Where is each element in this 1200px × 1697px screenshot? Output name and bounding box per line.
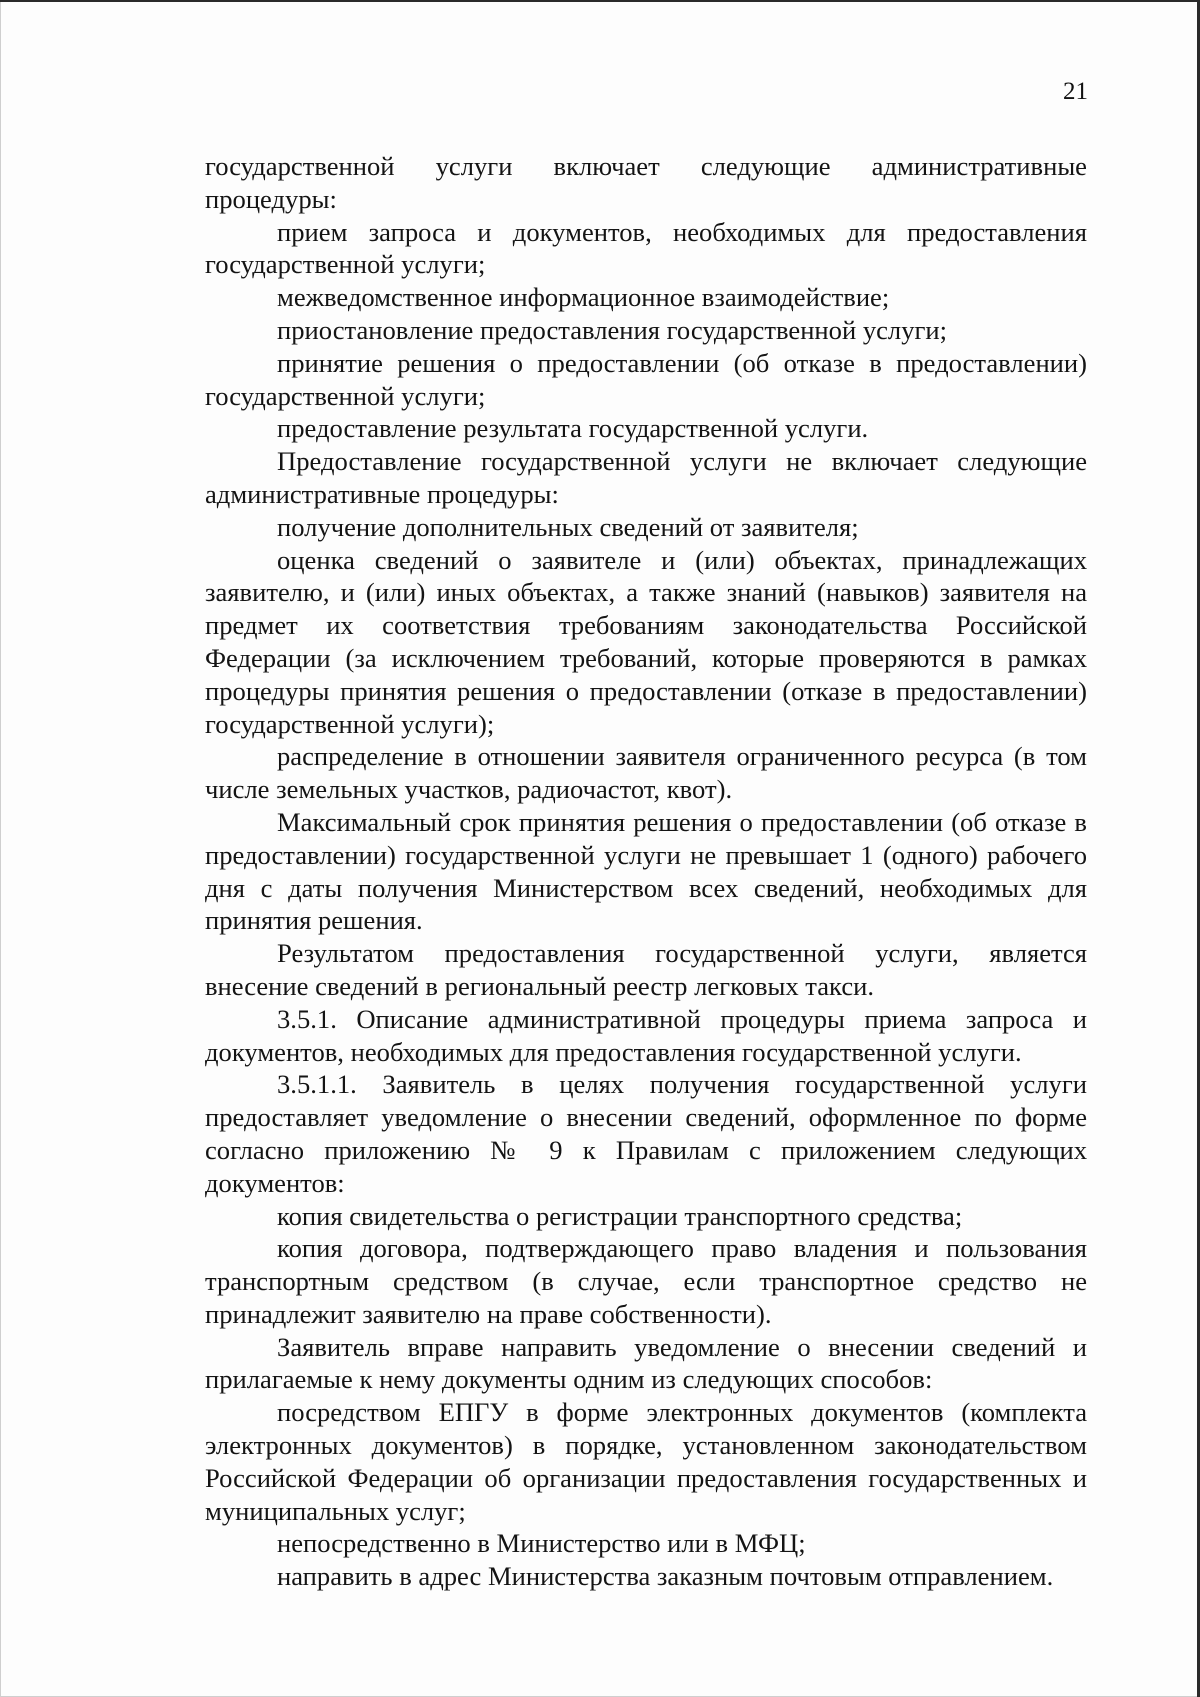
paragraph-9: оценка сведений о заявителе и (или) объектах, принадлежащих заявителю, и (или) иных объектах, а также знаний (навыков) заявителя на предмет их соответствия требованиям законодательства Российской Федерации (за исключением требований, которые проверяются в рамках процедуры принятия решения о предоставлении (отказе в предоставлении) государственной услуги);: [205, 544, 1087, 739]
paragraph-14: 3.5.1.1. Заявитель в целях получения государственной услуги предоставляет уведомление о внесении сведений, оформленное по форме согласно приложению № 9 к Правилам с приложением следующих документов:: [205, 1069, 1087, 1198]
scan-edge-top: [0, 0, 1200, 2]
paragraph-3: межведомственное информационное взаимодействие;: [277, 282, 890, 313]
paragraph-7: Предоставление государственной услуги не включает следующие административные процедуры:: [205, 446, 1087, 509]
paragraph-19: непосредственно в Министерство или в МФЦ;: [277, 1528, 806, 1559]
document-body: [205, 150, 1087, 1593]
paragraph-1: государственной услуги включает следующие административные процедуры:: [205, 151, 1087, 214]
paragraph-13: 3.5.1. Описание административной процедуры приема запроса и документов, необходимых для предоставления государственной услуги.: [205, 1003, 1087, 1067]
paragraph-12: Результатом предоставления государственной услуги, является внесение сведений в региональный реестр легковых такси.: [205, 938, 1087, 1001]
paragraph-10: распределение в отношении заявителя ограниченного ресурса (в том числе земельных участков, радиочастот, квот).: [205, 741, 1087, 805]
page-number: 21: [1063, 78, 1088, 105]
paragraph-16: копия договора, подтверждающего право владения и пользования транспортным средством (в случае, если транспортное средство не принадлежит заявителю на праве собственности).: [205, 1233, 1087, 1329]
paragraph-2: прием запроса и документов, необходимых для предоставления государственной услуги;: [205, 216, 1087, 280]
paragraph-15: копия свидетельства о регистрации транспортного средства;: [277, 1200, 963, 1231]
paragraph-18: посредством ЕПГУ в форме электронных документов (комплекта электронных документов) в порядке, установленном законодательством Российской Федерации об организации предоставления государственных и муниципальных услуг;: [205, 1397, 1087, 1526]
paragraph-11: Максимальный срок принятия решения о предоставлении (об отказе в предоставлении) государственной услуги не превышает 1 (одного) рабочего дня с даты получения Министерством всех сведений, необходимых для принятия решения.: [205, 806, 1087, 936]
paragraph-17: Заявитель вправе направить уведомление о внесении сведений и прилагаемые к нему документы одним из следующих способов:: [205, 1331, 1087, 1395]
paragraph-20: направить в адрес Министерства заказным почтовым отправлением.: [277, 1561, 1054, 1592]
paragraph-6: предоставление результата государственной услуги.: [277, 413, 869, 444]
paragraph-5: принятие решения о предоставлении (об отказе в предоставлении) государственной услуги;: [205, 347, 1087, 411]
paragraph-8: получение дополнительных сведений от заявителя;: [277, 511, 859, 542]
paragraph-4: приостановление предоставления государственной услуги;: [277, 314, 948, 345]
